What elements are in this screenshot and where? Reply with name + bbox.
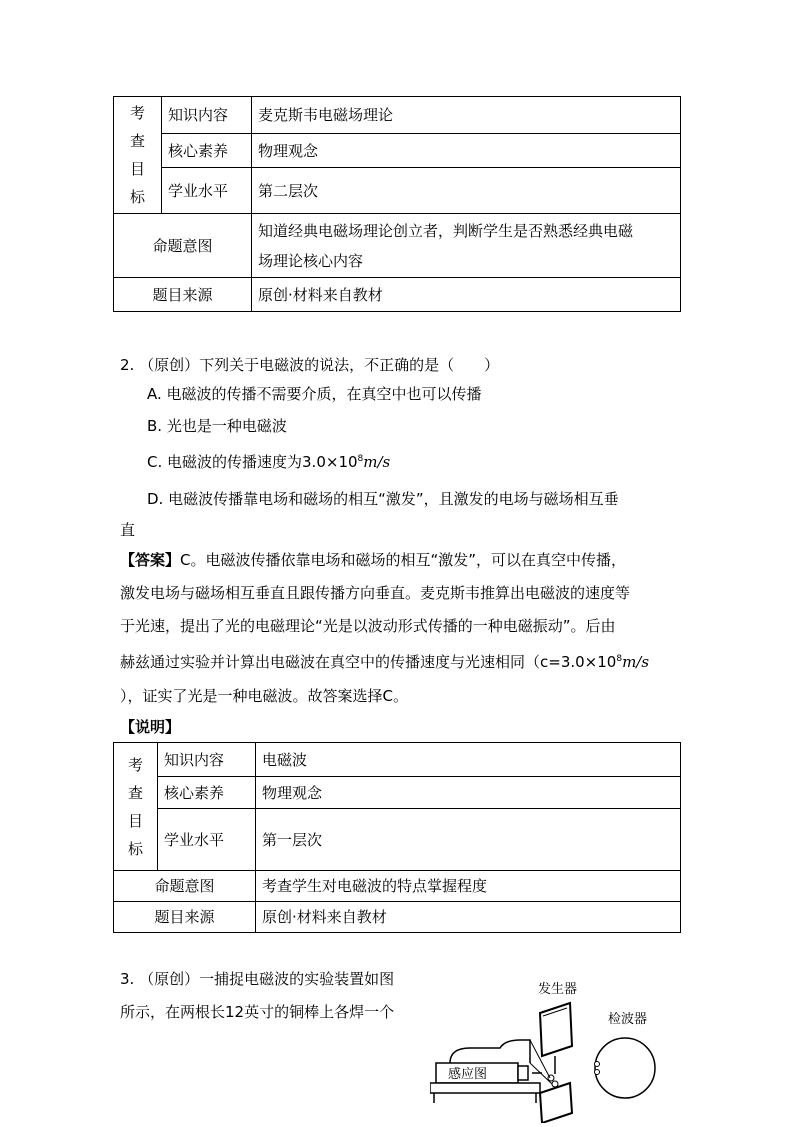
detector-gap-ball-1 (595, 1062, 600, 1067)
option-d-line-2: 直 (120, 521, 136, 539)
intent-label: 命题意图 (114, 214, 252, 278)
question-2-stem: 2. （原创）下列关于电磁波的说法，不正确的是（ ） (120, 356, 500, 374)
detector-gap-ball-2 (595, 1070, 600, 1075)
source-label: 题目来源 (114, 902, 256, 933)
intent-value: 考查学生对电磁波的特点掌握程度 (256, 871, 681, 902)
group-label-cell: 考 查 目 标 (114, 743, 158, 871)
row-label: 学业水平 (162, 168, 252, 214)
row-value: 物理观念 (252, 134, 681, 168)
row-label: 知识内容 (162, 97, 252, 134)
row-label: 知识内容 (158, 743, 256, 777)
row-value: 第二层次 (252, 168, 681, 214)
intent-label: 命题意图 (114, 871, 256, 902)
answer-line-3: 于光速，提出了光的电磁理论“光是以波动形式传播的一种电磁振动”。后由 (120, 617, 616, 635)
row-value: 电磁波 (256, 743, 681, 777)
upper-plate (540, 1003, 572, 1056)
lower-plate (540, 1083, 572, 1123)
note-tag: 【说明】 (120, 718, 181, 736)
intent-value: 知道经典电磁场理论创立者，判断学生是否熟悉经典电磁 场理论核心内容 (252, 214, 681, 278)
option-a: A. 电磁波的传播不需要介质，在真空中也可以传播 (147, 385, 482, 403)
group-label-cell: 考 查 目 标 (114, 97, 162, 214)
option-b: B. 光也是一种电磁波 (147, 417, 287, 435)
assessment-table-2 (113, 742, 681, 933)
question-3-line-1: 3. （原创）一捕捉电磁波的实验装置如图 (120, 970, 395, 988)
detector-ring (595, 1038, 655, 1098)
option-c: C. 电磁波的传播速度为$3.0\times 10^8m/s$ (147, 453, 391, 471)
source-label: 题目来源 (114, 278, 252, 312)
spark-ball-lower (552, 1081, 558, 1087)
apparatus-diagram (430, 978, 680, 1123)
answer-line-1: 【答案】C。电磁波传播依靠电场和磁场的相互“激发”，可以在真空中传播， (120, 551, 627, 569)
row-label: 核心素养 (162, 134, 252, 168)
detector-label: 检波器 (608, 1012, 648, 1027)
source-value: 原创·材料来自教材 (252, 278, 681, 312)
row-label: 核心素养 (158, 777, 256, 809)
generator-label: 发生器 (538, 982, 578, 997)
assessment-table-1 (113, 96, 681, 312)
source-value: 原创·材料来自教材 (256, 902, 681, 933)
answer-line-2: 激发电场与磁场相互垂直且跟传播方向垂直。麦克斯韦推算出电磁波的速度等 (120, 584, 631, 602)
question-3-line-2: 所示，在两根长12英寸的铜棒上各焊一个 (120, 1003, 395, 1021)
answer-line-4: 赫兹通过实验并计算出电磁波在真空中的传播速度与光速相同（$c=3.0\times 10^8m/s$ (120, 653, 650, 671)
answer-line-5: ），证实了光是一种电磁波。故答案选择C。 (120, 687, 408, 705)
row-value: 第一层次 (256, 809, 681, 871)
induction-coil-label: 感应图 (448, 1067, 488, 1082)
row-label: 学业水平 (158, 809, 256, 871)
row-value: 物理观念 (256, 777, 681, 809)
row-value: 麦克斯韦电磁场理论 (252, 97, 681, 134)
option-d-line-1: D. 电磁波传播靠电场和磁场的相互“激发”，且激发的电场与磁场相互垂 (147, 490, 619, 508)
apparatus-figure (430, 978, 680, 1123)
